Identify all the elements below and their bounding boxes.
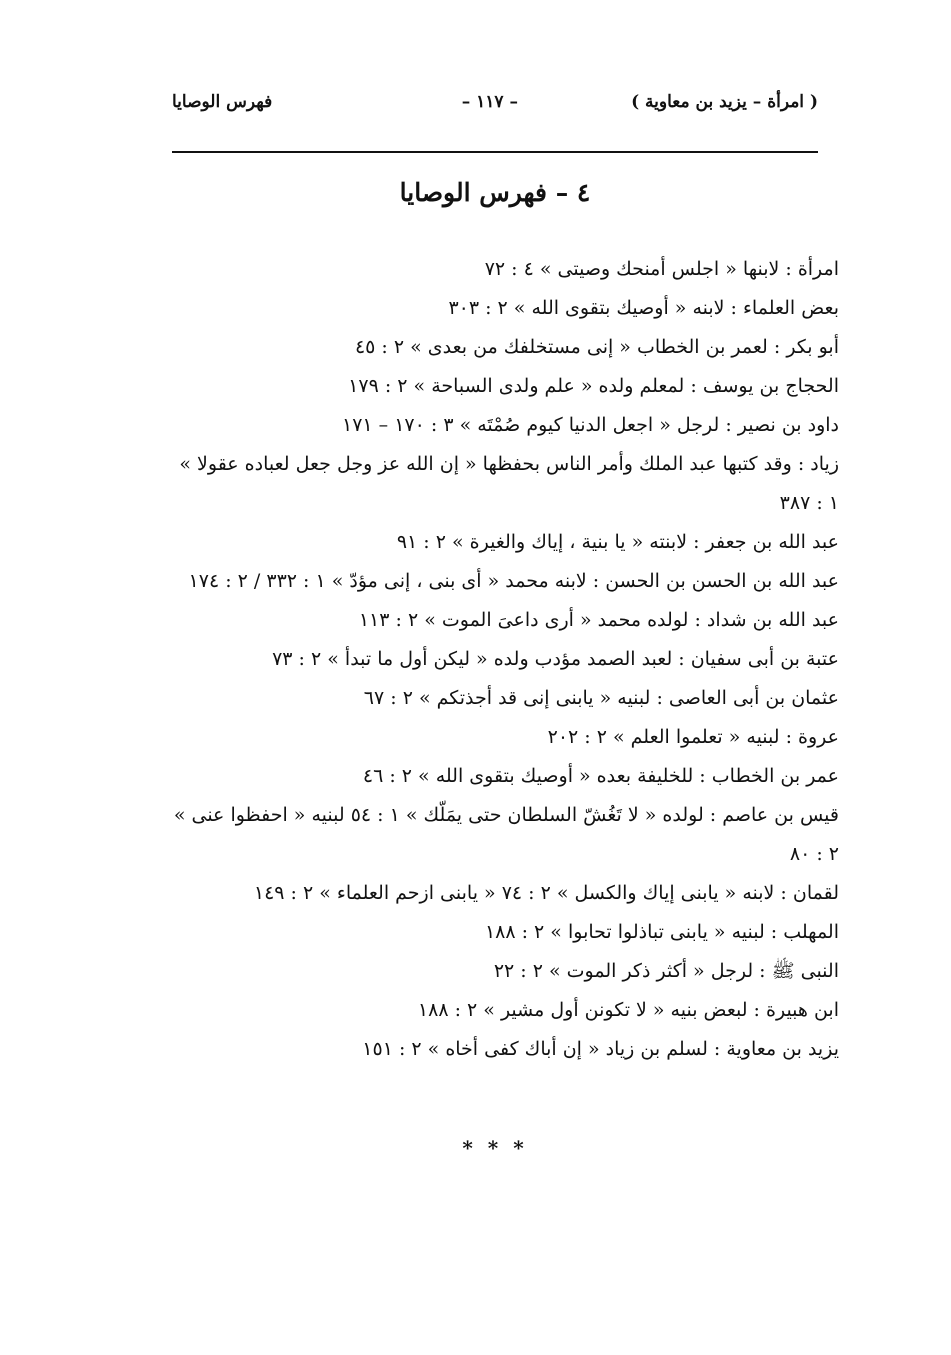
- entry-label: عمر بن الخطاب: [711, 765, 839, 787]
- entry-label: النبى ﷺ: [771, 960, 839, 982]
- entry-body: : لابنه محمد « أى بنى ، إنى مؤدّ » ١ : ٣٣٢ / ٢ : ١٧٤: [188, 570, 606, 592]
- list-item: [171, 523, 839, 562]
- entries-list: [171, 250, 839, 1069]
- entry-label: عبد الله بن الحسن بن الحسن: [605, 570, 839, 592]
- entry-label: الحجاج بن يوسف: [702, 375, 839, 397]
- entry-body: : لعمر بن الخطاب « إنى مستخلفك من بعدى » ٢ : ٤٥: [354, 336, 787, 358]
- entry-body: : لولده « لا تَغُشّ السلطان حتى يمَلّك » ١ : ٥٤ لبنيه « احفظوا عنى » ٢ : ٨٠: [173, 804, 839, 865]
- header-rule: [172, 151, 818, 153]
- entry-body: : للخليفة بعده « أوصيك بتقوى الله » ٢ : ٤٦: [362, 765, 712, 787]
- running-header: [172, 92, 818, 120]
- list-item: [171, 718, 839, 757]
- entry-label: عبد الله بن جعفر: [705, 531, 839, 553]
- list-item: [171, 757, 839, 796]
- list-item: [171, 952, 839, 991]
- entry-body: : لبنيه « يابنى إنى قد أجذتكم » ٢ : ٦٧: [363, 687, 669, 709]
- entry-label: زياد: [810, 453, 839, 475]
- entry-body: : لبعض بنيه « لا تكونن أول مشير » ٢ : ١٨٨: [417, 999, 766, 1021]
- entry-body: : لعبد الصمد مؤدب ولده « ليكن أول ما تبدأ » ٢ : ٧٣: [272, 648, 691, 670]
- list-item: [171, 874, 839, 913]
- entry-label: عروة: [798, 726, 839, 748]
- list-item: [171, 991, 839, 1030]
- entry-label: المهلب: [783, 921, 839, 943]
- list-item: [171, 445, 839, 523]
- entry-body: : لولده محمد « أرى داعىَ الموت » ٢ : ١١٣: [358, 609, 707, 631]
- section-title: ٤ – فهرس الوصايا: [399, 178, 591, 207]
- entry-body: : لسلم بن زياد « إن أباك كفى أخاه » ٢ : ١٥١: [362, 1038, 727, 1060]
- entry-label: لقمان: [792, 882, 839, 904]
- list-item: [171, 289, 839, 328]
- entry-label: ابن هبيرة: [766, 999, 839, 1021]
- entry-label: قيس بن عاصم: [722, 804, 839, 826]
- header-section-range: ( امرأة – يزيد بن معاوية ): [631, 92, 818, 112]
- entry-body: : لابنته « يا بنية ، إياك والغيرة » ٢ : ٩١: [396, 531, 706, 553]
- entry-body: : لرجل « أكثر ذكر الموت » ٢ : ٢٢: [493, 960, 772, 982]
- entry-body: : لابنه « أوصيك بتقوى الله » ٢ : ٣٠٣: [448, 297, 743, 319]
- list-item: [171, 328, 839, 367]
- page-number: – ١١٧ –: [461, 92, 518, 112]
- list-item: [171, 640, 839, 679]
- entry-label: بعض العلماء: [742, 297, 839, 319]
- entry-body: : لمعلم ولده « علم ولدى السباحة » ٢ : ١٧٩: [348, 375, 703, 397]
- list-item: [171, 250, 839, 289]
- entry-label: عبد الله بن شداد: [706, 609, 839, 631]
- entry-body: : لرجل « اجعل الدنيا كيوم صُمْتَه » ٣ : ١٧٠ – ١٧١: [342, 414, 738, 436]
- entry-body: : لابنه « يابنى إياك والكسل » ٢ : ٧٤ « يابنى ازحم العلماء » ٢ : ١٤٩: [253, 882, 793, 904]
- entry-label: أبو بكر: [786, 336, 839, 358]
- list-item: [171, 1030, 839, 1069]
- list-item: [171, 367, 839, 406]
- list-item: [171, 406, 839, 445]
- entry-label: داود بن نصير: [737, 414, 839, 436]
- list-item: [171, 562, 839, 601]
- entry-label: يزيد بن معاوية: [726, 1038, 839, 1060]
- entry-body: : لبنيه « يابنى تباذلوا تحابوا » ٢ : ١٨٨: [484, 921, 784, 943]
- entry-label: امرأة: [797, 258, 839, 280]
- entry-body: : وقد كتبها عبد الملك وأمر الناس بحفظها « إن الله عز وجل جعل لعباده عقولا » ١ : ٣٨٧: [179, 453, 839, 514]
- entry-label: عثمان بن أبى العاصى: [668, 687, 839, 709]
- list-item: [171, 796, 839, 874]
- list-item: [171, 679, 839, 718]
- list-item: [171, 601, 839, 640]
- entry-body: : لبنيه « تعلموا العلم » ٢ : ٢٠٢: [547, 726, 799, 748]
- entry-label: عتبة بن أبى سفيان: [690, 648, 839, 670]
- entry-body: : لابنها « اجلس أمنحك وصيتى » ٤ : ٧٢: [484, 258, 798, 280]
- list-item: [171, 913, 839, 952]
- header-index-title: فهرس الوصايا: [172, 92, 273, 112]
- end-mark: * * *: [462, 1136, 528, 1160]
